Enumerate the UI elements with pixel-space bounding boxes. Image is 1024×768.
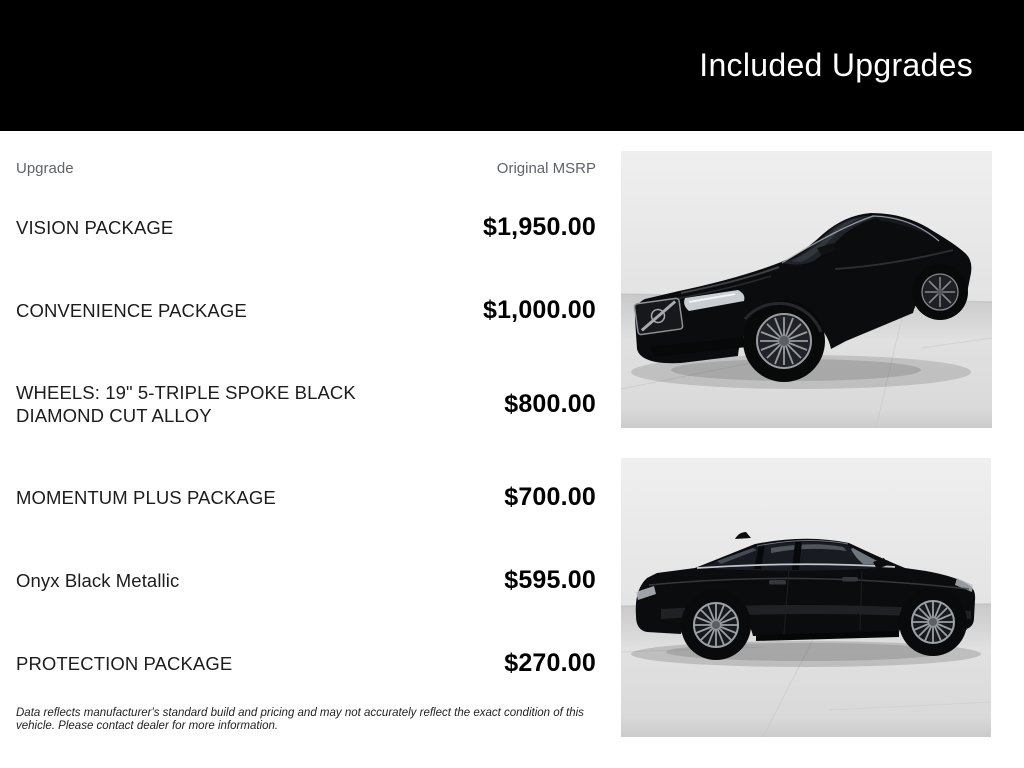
upgrade-label: MOMENTUM PLUS PACKAGE (16, 486, 276, 508)
upgrade-price: $800.00 (504, 389, 596, 418)
upgrade-price: $700.00 (504, 483, 596, 511)
table-row (16, 352, 596, 456)
vehicle-front-illustration (621, 151, 992, 428)
table-row (16, 269, 596, 352)
table-row (16, 456, 596, 539)
table-row (16, 539, 596, 622)
vehicle-photo-side (621, 458, 991, 737)
table-rows (16, 186, 596, 705)
table-row (16, 622, 596, 705)
upgrade-price: $1,950.00 (482, 213, 596, 241)
column-header-msrp: Original MSRP (496, 160, 596, 177)
disclaimer-text: Data reflects manufacturer's standard build and pricing and may not accurately reflect the exact condition of this vehicle. Please contact dealer for more information. (16, 707, 584, 732)
page-title: Included Upgrades (699, 47, 973, 83)
upgrade-price: $270.00 (504, 649, 596, 677)
upgrade-label: VISION PACKAGE (16, 216, 174, 238)
table-header-row (16, 160, 596, 179)
table-row (16, 186, 596, 269)
upgrade-label: Onyx Black Metallic (16, 569, 180, 591)
upgrade-label: PROTECTION PACKAGE (16, 652, 233, 674)
upgrade-label: CONVENIENCE PACKAGE (16, 299, 247, 321)
vehicle-photo-front-quarter (621, 151, 992, 428)
upgrade-price: $1,000.00 (482, 296, 596, 324)
column-header-upgrade: Upgrade (16, 160, 74, 177)
upgrade-label: WHEELS: 19" 5-TRIPLE SPOKE BLACK DIAMOND CUT ALLOY (16, 381, 356, 426)
upgrade-price: $595.00 (504, 566, 596, 594)
vehicle-side-illustration (621, 458, 991, 737)
upgrades-table (16, 160, 596, 705)
page-header-banner (0, 0, 1024, 131)
